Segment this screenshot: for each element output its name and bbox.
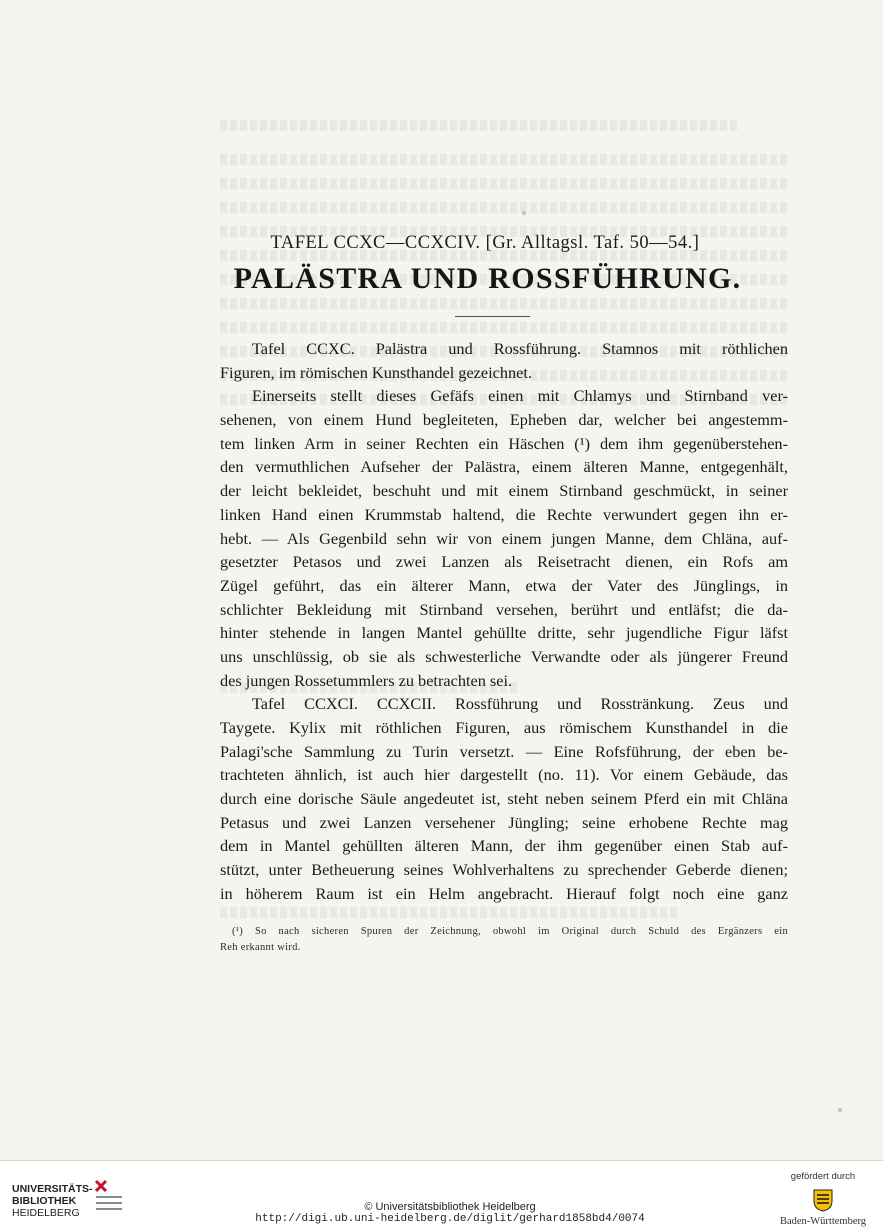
text-line: Zügel geführt, das ein älterer Mann, etwa der Vater des Jünglings, in xyxy=(220,575,788,595)
text-line: den vermuthlichen Aufseher der Palästra, einem älteren Manne, entgegenhält, xyxy=(220,457,788,477)
text-line: Figuren, im römischen Kunsthandel gezeichnet. xyxy=(220,362,532,382)
library-logo-line: UNIVERSITÄTS- xyxy=(12,1183,93,1195)
library-logo-line: BIBLIOTHEK xyxy=(12,1195,77,1207)
footnote xyxy=(220,924,788,956)
text-line: Tafel CCXC. Palästra und Rossführung. Stamnos mit röthlichen xyxy=(252,339,788,358)
text-line: der leicht bekleidet, beschuht und mit einem Stirnband geschmückt, in seiner xyxy=(220,481,788,501)
text-line: Palagi'sche Sammlung zu Turin versetzt. — Eine Rofsführung, der eben be- xyxy=(220,741,788,761)
funded-by-label: gefördert durch xyxy=(790,1171,856,1182)
footer-bar xyxy=(0,1160,883,1232)
permalink[interactable]: http://digi.ub.uni-heidelberg.de/diglit/gerhard1858bd4/0074 xyxy=(255,1213,645,1225)
text-line: hinter stehende in langen Mantel gehüllte dritte, sehr jugendliche Figur läfst xyxy=(220,623,788,643)
section-title: PALÄSTRA UND ROSSFÜHRUNG. xyxy=(233,262,742,295)
footnote-line: (¹) So nach sicheren Spuren der Zeichnung, obwohl im Original durch Schuld des Ergänzers ein xyxy=(232,926,788,937)
text-line: schlichter Bekleidung mit Stirnband versehen, berührt und entläfst; die da- xyxy=(220,599,788,619)
text-line: uns unschlüssig, ob sie als schwesterliche Verwandte oder als jüngerer Freund xyxy=(220,646,788,666)
text-line: Tafel CCXCI. CCXCII. Rossführung und Rosstränkung. Zeus und xyxy=(252,694,788,714)
copyright-text: © Universitätsbibliothek Heidelberg xyxy=(364,1201,536,1213)
footer-credits xyxy=(250,1201,650,1225)
library-logo-line: HEIDELBERG xyxy=(12,1207,80,1219)
library-logo[interactable] xyxy=(12,1183,93,1219)
text-line: Taygete. Kylix mit röthlichen Figuren, aus römischem Kunsthandel in die xyxy=(220,718,788,737)
text-line: dem in Mantel gehüllten älteren Mann, der ihm gegenüber einen Stab auf- xyxy=(220,836,788,856)
title-rule xyxy=(455,316,530,317)
text-line: sehenen, von einem Hund begleiteten, Epheben dar, welcher bei angestemm- xyxy=(220,410,788,430)
text-line: des jungen Rossetummlers zu betrachten sei. xyxy=(220,670,513,690)
funder-block xyxy=(770,1171,876,1227)
library-emblem-icon xyxy=(92,1177,126,1217)
text-line: in höherem Raum ist ein Helm angebracht. Hierauf folgt noch eine ganz xyxy=(220,883,788,903)
text-line: tem linken Arm in seiner Rechten ein Häschen (¹) dem ihm gegenüberstehen- xyxy=(220,433,788,453)
text-line: stützt, unter Betheuerung seines Wohlverhaltens zu sprechender Geberde dienen; xyxy=(220,860,788,880)
speck xyxy=(522,211,526,215)
body-text xyxy=(220,337,788,906)
text-line: trachteten ähnlich, ist auch hier dargestellt (no. 11). Vor einem Gebäude, das xyxy=(220,765,788,785)
text-line: linken Hand einen Krummstab haltend, die Rechte verwundert gegen ihn er- xyxy=(220,504,788,524)
coat-of-arms-icon xyxy=(810,1187,836,1213)
footnote-line: Reh erkannt wird. xyxy=(220,942,301,953)
funder-name: Baden-Württemberg xyxy=(779,1216,867,1227)
speck xyxy=(838,1108,842,1112)
text-line: gesetzter Petasos und zwei Lanzen als Reisetracht dienen, ein Rofs am xyxy=(220,552,788,572)
text-line: Einerseits stellt dieses Gefäfs einen mit Chlamys und Stirnband ver- xyxy=(252,386,788,406)
text-line: Petasus und zwei Lanzen versehener Jüngling; seine erhobene Rechte mag xyxy=(220,812,788,832)
plate-heading: TAFEL CCXC—CCXCIV. [Gr. Alltagsl. Taf. 50—54.] xyxy=(270,233,700,253)
text-line: durch eine dorische Säule angedeutet ist, steht neben seinem Pferd ein mit Chläna xyxy=(220,789,788,809)
text-line: hebt. — Als Gegenbild sehn wir von einem jungen Manne, dem Chläna, auf- xyxy=(220,528,788,548)
